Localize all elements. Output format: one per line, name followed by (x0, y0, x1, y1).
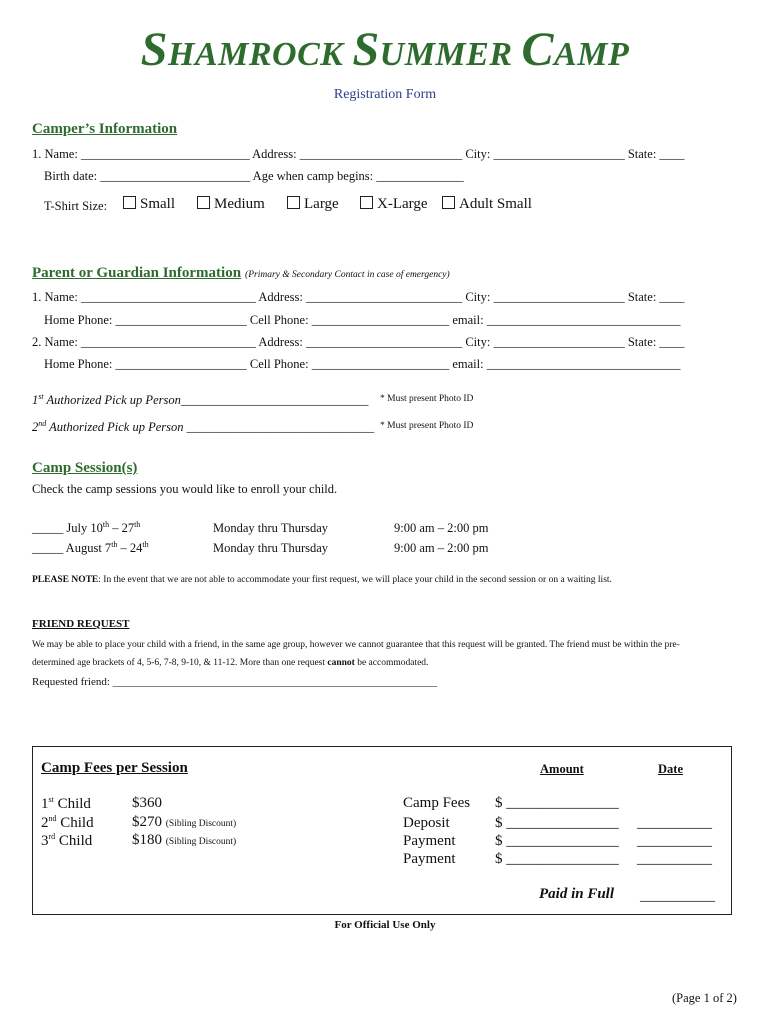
checkbox[interactable] (360, 196, 373, 209)
session-1-days: Monday thru Thursday (213, 521, 329, 535)
child-3-price: $180 (Sibling Discount) (132, 832, 237, 848)
camper-birthdate-line[interactable]: Birth date: ________________________ Age when camp begins: ______________ (44, 169, 464, 183)
amount-field-payment-2[interactable]: $ _______________ (495, 851, 619, 867)
session-row-1[interactable]: _____ July 10th – 27th (32, 520, 141, 536)
session-row-2[interactable]: _____ August 7th – 24th (32, 540, 149, 556)
pickup-person-1[interactable]: 1st Authorized Pick up Person______________________________ (32, 392, 369, 408)
photo-id-note-1: * Must present Photo ID (380, 394, 474, 404)
session-intro: Check the camp sessions you would like to enroll your child. (32, 482, 338, 496)
camp-session-heading: Camp Session(s) (32, 460, 138, 476)
checkbox[interactable] (123, 196, 136, 209)
session-2-time: 9:00 am – 2:00 pm (394, 541, 489, 555)
guardian-info-heading: Parent or Guardian Information (32, 265, 242, 281)
guardian-heading-row (32, 264, 450, 282)
page-number: (Page 1 of 2) (672, 991, 737, 1005)
amount-field-deposit[interactable]: $ _______________ (495, 815, 619, 831)
child-2-label: 2nd Child (41, 814, 94, 831)
child-1-price: $360 (132, 795, 162, 811)
tshirt-option-xlarge[interactable]: X-Large (360, 196, 428, 213)
tshirt-option-medium[interactable]: Medium (197, 196, 265, 213)
tshirt-option-large[interactable]: Large (287, 196, 339, 213)
requested-friend-field[interactable]: Requested friend: ___________________________________________________________ (32, 676, 438, 688)
amount-header: Amount (540, 762, 584, 776)
amount-field-payment-1[interactable]: $ _______________ (495, 833, 619, 849)
date-field-payment-1[interactable]: __________ (637, 833, 712, 849)
page-title: SHAMROCK SUMMER CAMP (140, 23, 630, 76)
friend-paragraph-2: determined age brackets of 4, 5-6, 7-8, 9-10, & 11-12. More than one request cannot be accommodated. (32, 658, 429, 668)
guardian1-name-line[interactable]: 1. Name: ____________________________ Address: _________________________ City: _____________________ State: ____ (32, 290, 685, 304)
paid-in-full-label: Paid in Full (539, 886, 615, 902)
guardian2-phone-line[interactable]: Home Phone: _____________________ Cell Phone: ______________________ email: _______________________________ (44, 357, 681, 371)
amount-field-camp-fees[interactable]: $ _______________ (495, 795, 619, 811)
guardian2-name-line[interactable]: 2. Name: ____________________________ Address: _________________________ City: _____________________ State: ____ (32, 335, 685, 349)
checkbox[interactable] (197, 196, 210, 209)
session-1-time: 9:00 am – 2:00 pm (394, 521, 489, 535)
session-2-days: Monday thru Thursday (213, 541, 329, 555)
fee-item-payment-2: Payment (403, 851, 456, 867)
friend-request-heading: FRIEND REQUEST (32, 618, 130, 630)
fee-item-camp-fees: Camp Fees (403, 795, 471, 811)
fee-item-deposit: Deposit (403, 815, 450, 831)
tshirt-option-small[interactable]: Small (123, 196, 175, 213)
camper-info-heading: Camper’s Information (32, 121, 178, 137)
form-subtitle: Registration Form (333, 87, 437, 102)
guardian-note: (Primary & Secondary Contact in case of emergency) (245, 270, 450, 280)
friend-paragraph-1: We may be able to place your child with a friend, in the same age group, however we cannot guarantee that this request will be granted. The friend must be within the pre- (32, 640, 680, 650)
checkbox[interactable] (287, 196, 300, 209)
photo-id-note-2: * Must present Photo ID (380, 421, 474, 431)
guardian1-phone-line[interactable]: Home Phone: _____________________ Cell Phone: ______________________ email: _______________________________ (44, 313, 681, 327)
fee-item-payment-1: Payment (403, 833, 456, 849)
date-field-deposit[interactable]: __________ (637, 815, 712, 831)
camp-fees-heading: Camp Fees per Session (41, 760, 188, 776)
please-note: PLEASE NOTE: In the event that we are not able to accommodate your first request, we will place your child in the second session or on a waiting list. (32, 575, 612, 585)
tshirt-option-adult-small[interactable]: Adult Small (442, 196, 532, 213)
child-1-label: 1st Child (41, 795, 91, 812)
date-header: Date (658, 762, 683, 776)
official-use-label: For Official Use Only (334, 919, 436, 931)
pickup-person-2[interactable]: 2nd Authorized Pick up Person ______________________________ (32, 419, 375, 435)
paid-in-full-field[interactable]: __________ (640, 888, 715, 904)
date-field-payment-2[interactable]: __________ (637, 851, 712, 867)
checkbox[interactable] (442, 196, 455, 209)
camper-name-address-line[interactable]: 1. Name: ___________________________ Address: __________________________ City: _____________________ State: ____ (32, 147, 685, 161)
child-3-label: 3rd Child (41, 832, 93, 849)
tshirt-label: T-Shirt Size: (44, 199, 108, 213)
child-2-price: $270 (Sibling Discount) (132, 814, 237, 830)
